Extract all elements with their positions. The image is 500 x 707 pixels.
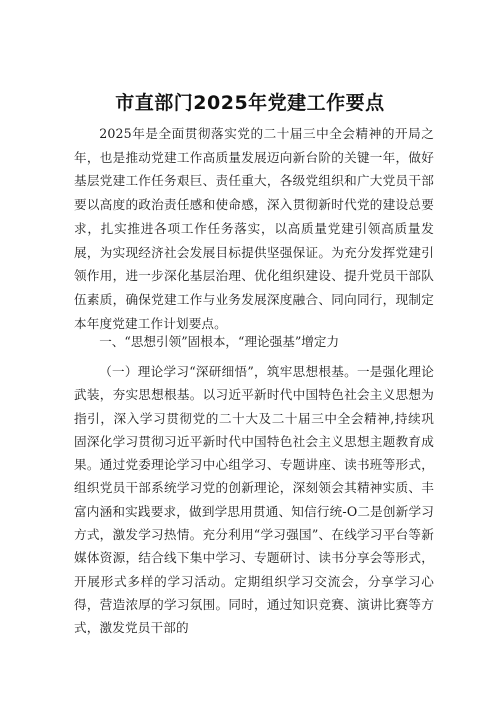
subsection-paragraph: （一）理论学习“深研细悟”，筑牢思想根基。一是强化理论武装，夯实思想根基。以习近平新时代中国特色社会主义思想为指引，深入学习贯彻党的二十大及二十届三中全会精神,持续巩固深化学习贯彻习近平新时代中国特色社会主义思想主题教育成果。通过党委理论学习中心组学习、专题讲座、读书班等形式，组织党员干部系统学习党的创新理论，深刻领会其精神实质、丰富内涵和实践要求，做到学思用贯通、知信行统-O二是创新学习方式，激发学习热情。充分利用“学习强国”、在线学习平台等新媒体资源，结合线下集中学习、专题研讨、读书分享会等形式，开展形式多样的学习活动。定期组织学习交流会，分享学习心得，营造浓厚的学习氛围。同时，通过知识竞赛、演讲比赛等方式，激发党员干部的 [74,364,434,636]
section-heading: 一、“思想引领”固根本，“理论强基”增定力 [99,334,340,349]
document-title: 市直部门2025年党建工作要点 [115,92,385,114]
intro-paragraph: 2025年是全面贯彻落实党的二十届三中全会精神的开局之年，也是推动党建工作高质量发展迈向新台阶的关键一年，做好基层党建工作任务艰巨、责任重大，各级党组织和广大党员干部要以高度的政治责任感和使命感，深入贯彻新时代党的建设总要求，扎实推进各项工作任务落实，以高质量党建引领高质量发展，为实现经济社会发展目标提供坚强保证。为充分发挥党建引领作用，进一步深化基层治理、优化组织建设、提升党员干部队伍素质，确保党建工作与业务发展深度融合、同向同行，现制定本年度党建工作计划要点。 [74,126,434,331]
